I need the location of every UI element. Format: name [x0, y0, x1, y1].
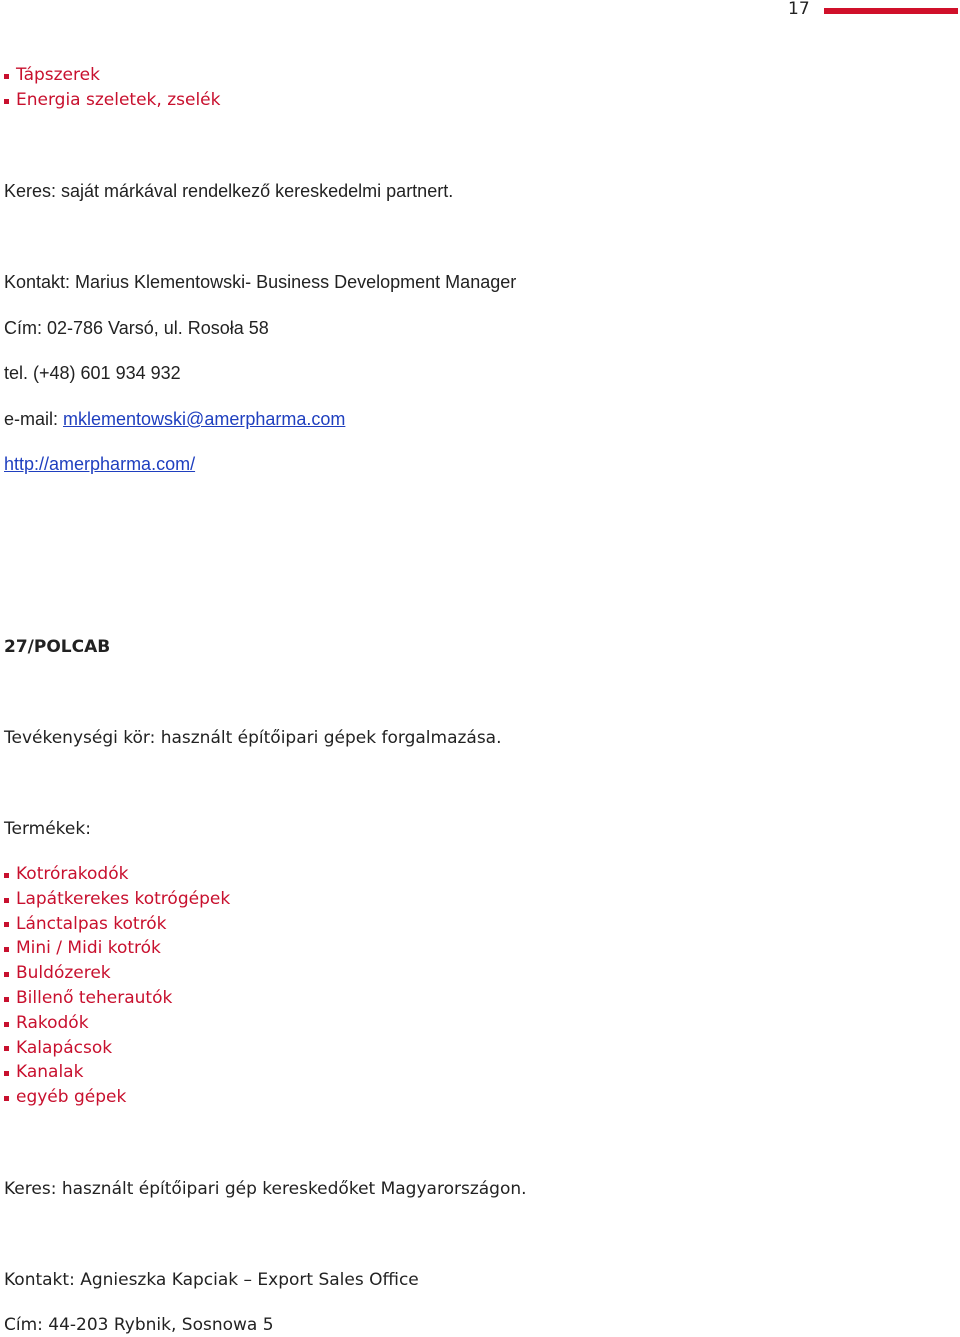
- company2-seek: Keres: használt építőipari gép kereskedőket Magyarországon.: [4, 1179, 527, 1199]
- list-item: [4, 936, 230, 961]
- square-bullet-icon: [4, 1071, 9, 1076]
- square-bullet-icon: [4, 972, 9, 977]
- square-bullet-icon: [4, 898, 9, 903]
- company1-contact: Kontakt: Marius Klementowski- Business Development Manager: [4, 272, 517, 292]
- website-link[interactable]: http://amerpharma.com/: [4, 454, 196, 474]
- square-bullet-icon: [4, 1022, 9, 1027]
- list-item-label: Tápszerek: [16, 65, 100, 85]
- email-link[interactable]: mklementowski@amerpharma.com: [63, 409, 346, 429]
- company1-phone: tel. (+48) 601 934 932: [4, 363, 181, 383]
- company1-seek: Keres: saját márkával rendelkező kereskedelmi partnert.: [4, 181, 454, 201]
- company2-address: Cím: 44-203 Rybnik, Sosnowa 5: [4, 1315, 274, 1335]
- company1-address: Cím: 02-786 Varsó, ul. Rosoła 58: [4, 318, 269, 338]
- list-item-label: Kanalak: [16, 1062, 84, 1083]
- list-item: [4, 862, 230, 887]
- square-bullet-icon: [4, 947, 9, 952]
- list-item: [4, 1060, 230, 1085]
- list-item-label: Lánctalpas kotrók: [16, 913, 167, 934]
- page-number: 17: [788, 0, 810, 19]
- list-item-label: Energia szeletek, zselék: [16, 89, 221, 110]
- square-bullet-icon: [4, 873, 9, 878]
- list-item-label: egyéb gépek: [16, 1087, 127, 1108]
- list-item-label: Kalapácsok: [16, 1037, 113, 1058]
- list-item: [4, 1085, 230, 1110]
- company1-website-line: [4, 453, 195, 475]
- company2-title: 27/POLCAB: [4, 637, 111, 657]
- email-label: e-mail:: [4, 409, 64, 429]
- products-bullet-list: [4, 862, 230, 1110]
- company2-products-label: Termékek:: [4, 819, 91, 839]
- top-bullet-list: [4, 63, 220, 113]
- list-item-label: Lapátkerekes kotrógépek: [16, 888, 231, 909]
- square-bullet-icon: [4, 99, 9, 104]
- list-item-label: Mini / Midi kotrók: [16, 938, 161, 959]
- header-accent-bar: [824, 8, 958, 14]
- list-item-label: Rakodók: [16, 1012, 89, 1033]
- list-item: [4, 912, 230, 937]
- square-bullet-icon: [4, 997, 9, 1002]
- list-item-label: Billenő teherautók: [16, 987, 173, 1008]
- list-item: [4, 88, 220, 113]
- list-item: [4, 63, 220, 88]
- list-item: [4, 1011, 230, 1036]
- list-item-label: Buldózerek: [16, 963, 111, 984]
- list-item: [4, 887, 230, 912]
- list-item: [4, 986, 230, 1011]
- company2-activity: Tevékenységi kör: használt építőipari gépek forgalmazása.: [4, 728, 502, 748]
- square-bullet-icon: [4, 1046, 9, 1051]
- company1-email-line: [4, 408, 345, 430]
- list-item: [4, 961, 230, 986]
- list-item-label: Kotrórakodók: [16, 864, 129, 884]
- square-bullet-icon: [4, 74, 9, 79]
- square-bullet-icon: [4, 922, 9, 927]
- list-item: [4, 1036, 230, 1061]
- company2-contact: Kontakt: Agnieszka Kapciak – Export Sales Office: [4, 1270, 419, 1290]
- square-bullet-icon: [4, 1096, 9, 1101]
